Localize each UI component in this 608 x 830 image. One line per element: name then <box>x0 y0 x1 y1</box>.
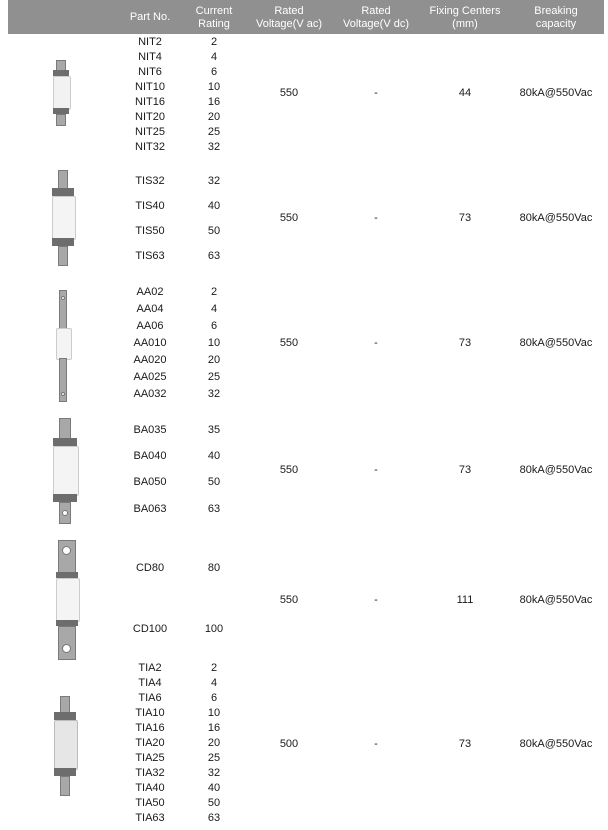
part-no: TIA4 <box>138 677 162 689</box>
current-rating: 6 <box>210 66 218 78</box>
header-current-rating <box>184 5 244 31</box>
current-rating: 32 <box>207 141 221 153</box>
rated-voltage-ac: 550 <box>279 337 299 349</box>
current-rating: 20 <box>207 354 221 366</box>
part-no: TIA10 <box>135 707 165 719</box>
breaking-capacity: 80kA@550Vac <box>519 594 593 606</box>
current-rating: 50 <box>207 797 221 809</box>
part-no: NIT2 <box>138 36 162 48</box>
fixing-centers: 44 <box>458 87 472 99</box>
part-no: BA050 <box>133 476 167 488</box>
current-rating: 40 <box>207 450 221 462</box>
part-no: AA025 <box>133 371 167 383</box>
part-no: CD100 <box>132 623 168 635</box>
part-no: AA02 <box>136 286 164 298</box>
part-no: TIA16 <box>135 722 165 734</box>
header-rated-vdc-line1: Rated <box>361 5 391 17</box>
header-rated-vac-line2: Voltage(V ac) <box>255 18 323 30</box>
fuse-image-aa <box>52 290 74 402</box>
part-no: NIT20 <box>135 111 165 123</box>
rated-voltage-dc: - <box>374 738 378 750</box>
header-breaking-line1: Breaking <box>534 5 578 17</box>
current-rating: 6 <box>210 692 218 704</box>
part-no: TIS40 <box>135 200 165 212</box>
header-rated-vdc <box>332 5 420 31</box>
header-current-rating-line1: Current <box>195 5 233 17</box>
current-rating: 80 <box>207 562 221 574</box>
current-rating: 63 <box>207 503 221 515</box>
part-no: NIT4 <box>138 51 162 63</box>
current-rating: 40 <box>207 782 221 794</box>
part-no: TIS63 <box>135 250 165 262</box>
header-part-no: Part No. <box>129 11 171 23</box>
current-rating: 20 <box>207 737 221 749</box>
part-no: TIA25 <box>135 752 165 764</box>
current-rating: 4 <box>210 303 218 315</box>
rated-voltage-dc: - <box>374 594 378 606</box>
rated-voltage-ac: 550 <box>279 212 299 224</box>
header-breaking-line2: capacity <box>535 18 577 30</box>
rated-voltage-dc: - <box>374 87 378 99</box>
breaking-capacity: 80kA@550Vac <box>519 464 593 476</box>
part-no: AA06 <box>136 320 164 332</box>
part-no: NIT25 <box>135 126 165 138</box>
part-no: BA063 <box>133 503 167 515</box>
rated-voltage-dc: - <box>374 337 378 349</box>
rated-voltage-ac: 550 <box>279 87 299 99</box>
current-rating: 2 <box>210 662 218 674</box>
header-rated-vdc-line2: Voltage(V dc) <box>342 18 410 30</box>
current-rating: 32 <box>207 175 221 187</box>
rated-voltage-dc: - <box>374 212 378 224</box>
part-no: NIT32 <box>135 141 165 153</box>
current-rating: 25 <box>207 752 221 764</box>
fuse-image-cd <box>52 540 82 660</box>
part-no: TIS32 <box>135 175 165 187</box>
header-rated-vac-line1: Rated <box>274 5 304 17</box>
rated-voltage-ac: 500 <box>279 738 299 750</box>
current-rating: 50 <box>207 476 221 488</box>
current-rating: 10 <box>207 81 221 93</box>
current-rating: 100 <box>204 623 224 635</box>
breaking-capacity: 80kA@550Vac <box>519 212 593 224</box>
breaking-capacity: 80kA@550Vac <box>519 738 593 750</box>
rated-voltage-dc: - <box>374 464 378 476</box>
header-rated-vac <box>245 5 333 31</box>
fuse-image-nit <box>48 60 74 126</box>
current-rating: 50 <box>207 225 221 237</box>
part-no: NIT6 <box>138 66 162 78</box>
current-rating: 16 <box>207 96 221 108</box>
current-rating: 63 <box>207 250 221 262</box>
fixing-centers: 73 <box>458 212 472 224</box>
part-no: TIA63 <box>135 812 165 824</box>
rated-voltage-ac: 550 <box>279 594 299 606</box>
header-fixing-line1: Fixing Centers <box>429 5 501 17</box>
fuse-image-tia <box>50 696 80 796</box>
part-no: TIA20 <box>135 737 165 749</box>
part-no: NIT16 <box>135 96 165 108</box>
part-no: AA032 <box>133 388 167 400</box>
part-no: TIA2 <box>138 662 162 674</box>
current-rating: 32 <box>207 767 221 779</box>
current-rating: 25 <box>207 371 221 383</box>
fixing-centers: 73 <box>458 464 472 476</box>
current-rating: 25 <box>207 126 221 138</box>
part-no: NIT10 <box>135 81 165 93</box>
part-no: AA010 <box>133 337 167 349</box>
current-rating: 2 <box>210 286 218 298</box>
current-rating: 10 <box>207 707 221 719</box>
current-rating: 63 <box>207 812 221 824</box>
part-no: TIS50 <box>135 225 165 237</box>
part-no: AA04 <box>136 303 164 315</box>
current-rating: 32 <box>207 388 221 400</box>
part-no: TIA32 <box>135 767 165 779</box>
current-rating: 16 <box>207 722 221 734</box>
header-current-rating-line2: Rating <box>198 18 230 30</box>
breaking-capacity: 80kA@550Vac <box>519 337 593 349</box>
current-rating: 40 <box>207 200 221 212</box>
part-no: TIA40 <box>135 782 165 794</box>
part-no: BA035 <box>133 424 167 436</box>
part-no: BA040 <box>133 450 167 462</box>
part-no: TIA50 <box>135 797 165 809</box>
header-fixing-centers <box>420 5 510 31</box>
current-rating: 6 <box>210 320 218 332</box>
part-no: TIA6 <box>138 692 162 704</box>
part-no: AA020 <box>133 354 167 366</box>
current-rating: 4 <box>210 677 218 689</box>
part-no: CD80 <box>135 562 165 574</box>
current-rating: 35 <box>207 424 221 436</box>
fuse-image-tis <box>48 170 78 266</box>
current-rating: 20 <box>207 111 221 123</box>
fixing-centers: 73 <box>458 337 472 349</box>
breaking-capacity: 80kA@550Vac <box>519 87 593 99</box>
fixing-centers: 73 <box>458 738 472 750</box>
header-breaking-capacity <box>508 5 604 31</box>
rated-voltage-ac: 550 <box>279 464 299 476</box>
current-rating: 4 <box>210 51 218 63</box>
current-rating: 2 <box>210 36 218 48</box>
header-fixing-line2: (mm) <box>452 18 478 30</box>
fixing-centers: 111 <box>456 594 474 606</box>
fuse-image-ba <box>50 418 80 524</box>
current-rating: 10 <box>207 337 221 349</box>
